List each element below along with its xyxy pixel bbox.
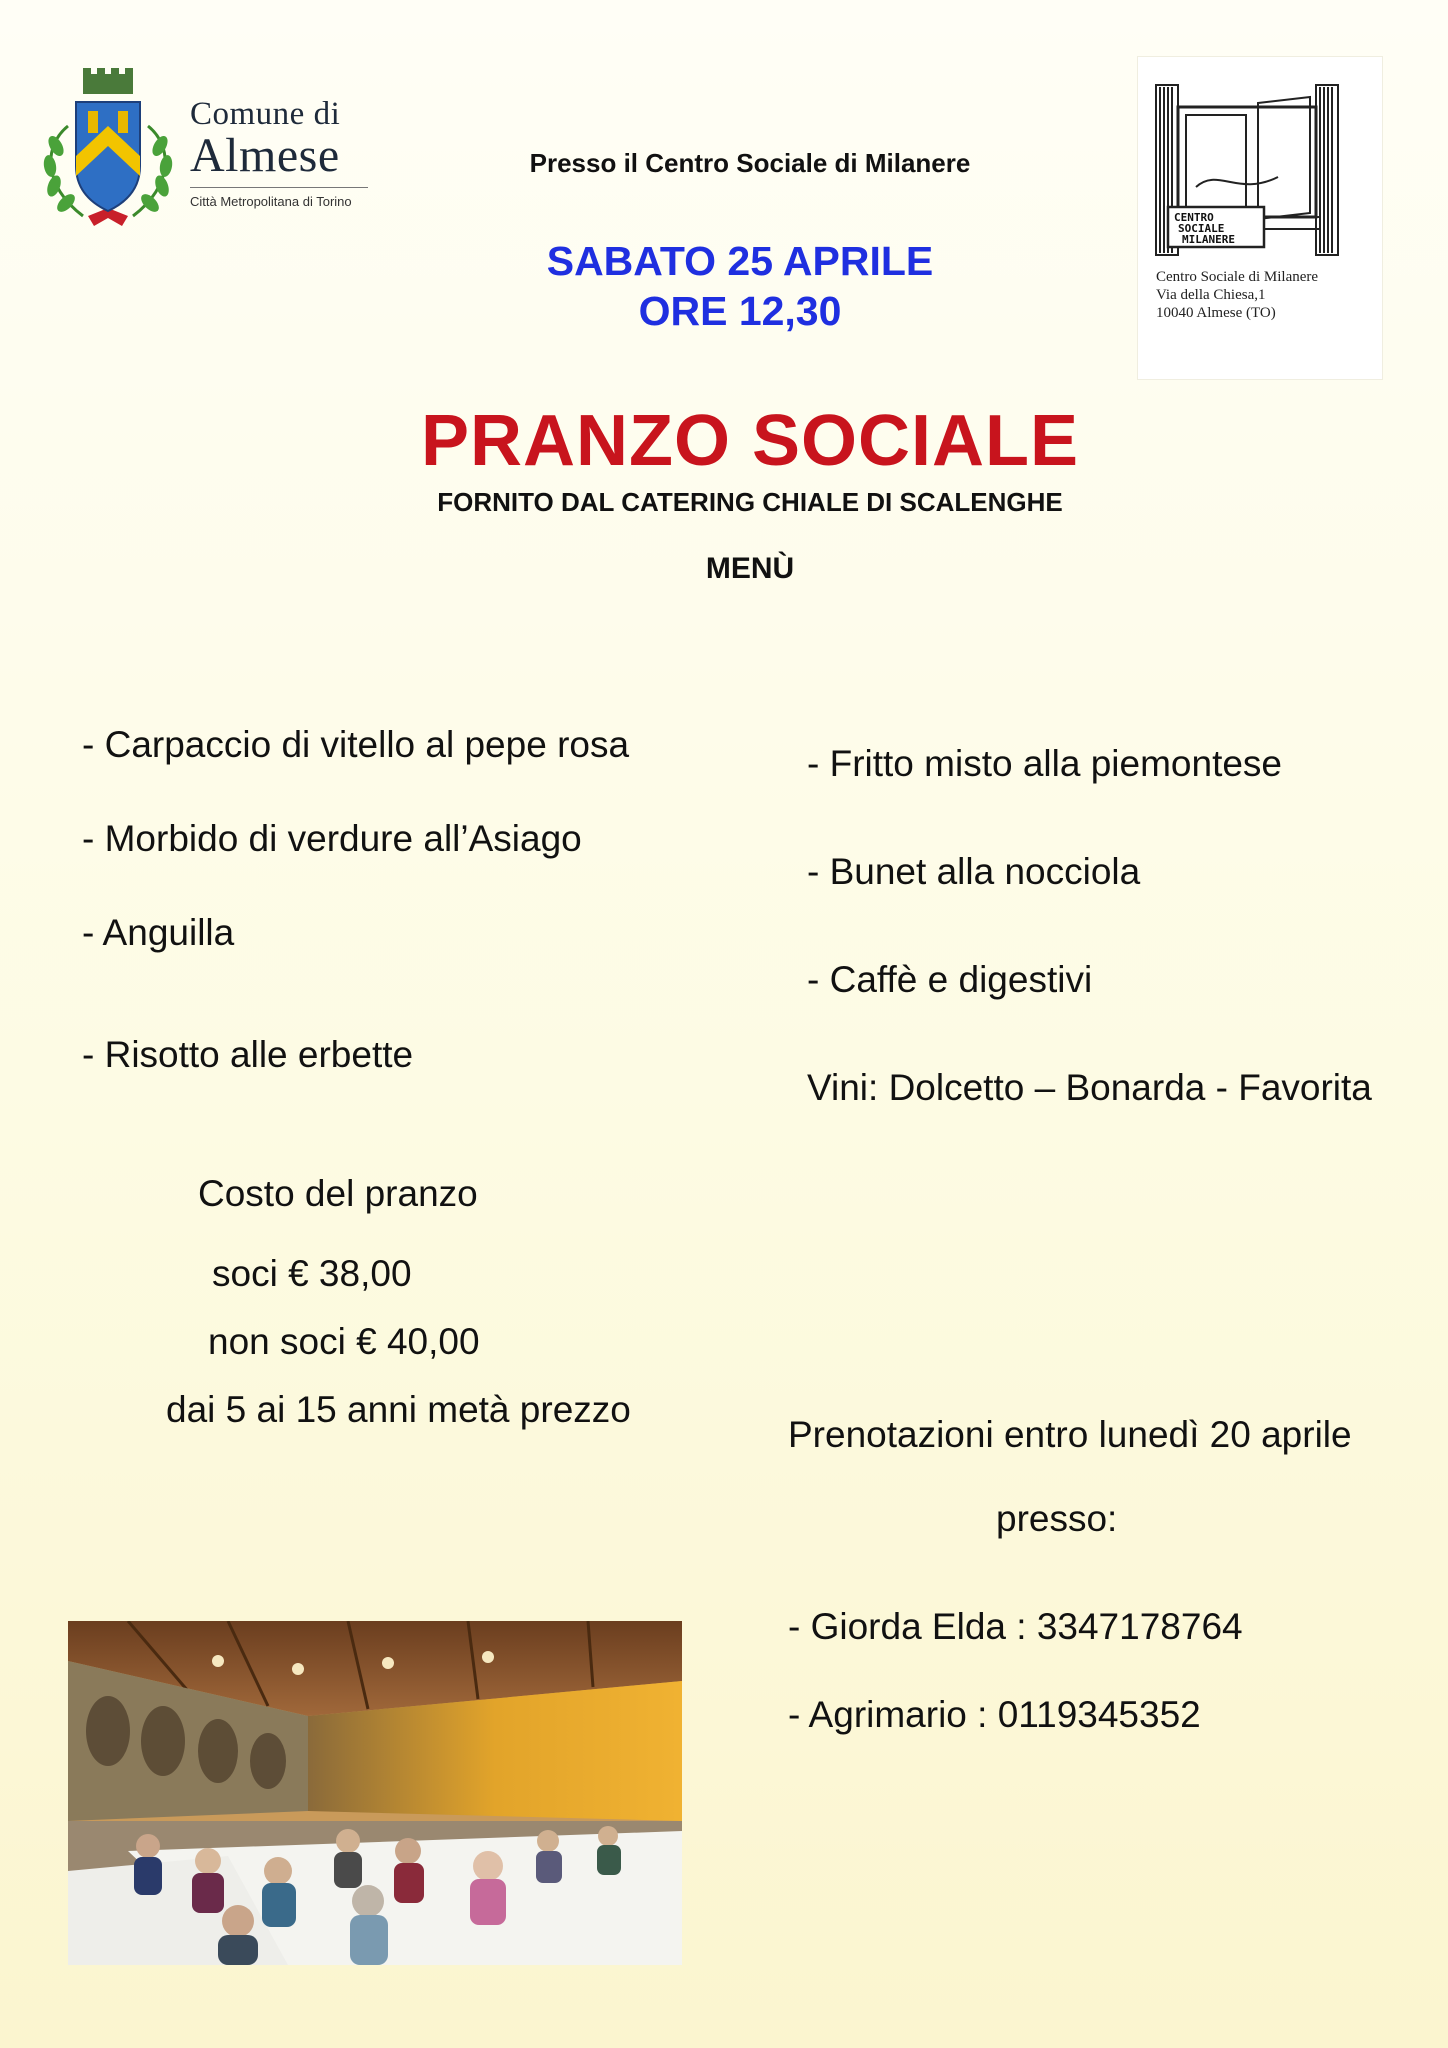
- price-kids: dai 5 ai 15 anni metà prezzo: [166, 1389, 631, 1430]
- price-non-members: non soci € 40,00: [208, 1321, 480, 1362]
- event-photo: [68, 1621, 682, 1965]
- event-date: SABATO 25 APRILE: [546, 238, 934, 284]
- event-time: ORE 12,30: [638, 288, 842, 334]
- booking-contact: - Agrimario : 0119345352: [788, 1694, 1201, 1735]
- catering-text: FORNITO DAL CATERING CHIALE DI SCALENGHE: [437, 487, 1063, 517]
- menu-item: - Morbido di verdure all’Asiago: [82, 818, 582, 859]
- sign-line-3: MILANERE: [1182, 233, 1235, 246]
- centro-address-line2: Via della Chiesa,1: [1156, 287, 1266, 303]
- venue-text: Presso il Centro Sociale di Milanere: [529, 148, 971, 178]
- window-drawing-icon: [1138, 57, 1382, 267]
- price-members: soci € 38,00: [212, 1253, 412, 1294]
- dining-hall-photo-icon: [68, 1621, 682, 1965]
- wines-list: Vini: Dolcetto – Bonarda - Favorita: [807, 1067, 1372, 1108]
- menu-item: - Carpaccio di vitello al pepe rosa: [82, 724, 630, 765]
- menu-item: - Risotto alle erbette: [82, 1034, 414, 1075]
- menu-item: - Anguilla: [82, 912, 235, 953]
- sign-line-2: SOCIALE: [1178, 222, 1225, 235]
- menu-heading: MENÙ: [705, 552, 795, 585]
- comune-coat-of-arms-icon: [38, 66, 178, 236]
- menu-item: - Bunet alla nocciola: [807, 851, 1141, 892]
- comune-line3: Città Metropolitana di Torino: [190, 194, 352, 210]
- comune-name-block: [190, 98, 380, 209]
- booking-contact: - Giorda Elda : 3347178764: [788, 1606, 1243, 1647]
- centro-address-line3: 10040 Almese (TO): [1156, 305, 1276, 321]
- comune-divider: [190, 187, 368, 188]
- comune-line1: Comune di: [190, 96, 341, 132]
- comune-line2: Almese: [190, 129, 340, 182]
- booking-deadline: Prenotazioni entro lunedì 20 aprile: [788, 1414, 1352, 1455]
- cost-title: Costo del pranzo: [198, 1173, 478, 1214]
- centro-address-line1: Centro Sociale di Milanere: [1156, 269, 1319, 285]
- menu-item: - Caffè e digestivi: [807, 959, 1093, 1000]
- event-title: PRANZO SOCIALE: [420, 401, 1080, 481]
- menu-item: - Fritto misto alla piemontese: [807, 743, 1283, 784]
- centro-address: [1156, 268, 1318, 322]
- centro-sociale-logo: [1137, 56, 1383, 380]
- sign-line-1: CENTRO: [1174, 211, 1214, 224]
- booking-at-label: presso:: [996, 1498, 1118, 1539]
